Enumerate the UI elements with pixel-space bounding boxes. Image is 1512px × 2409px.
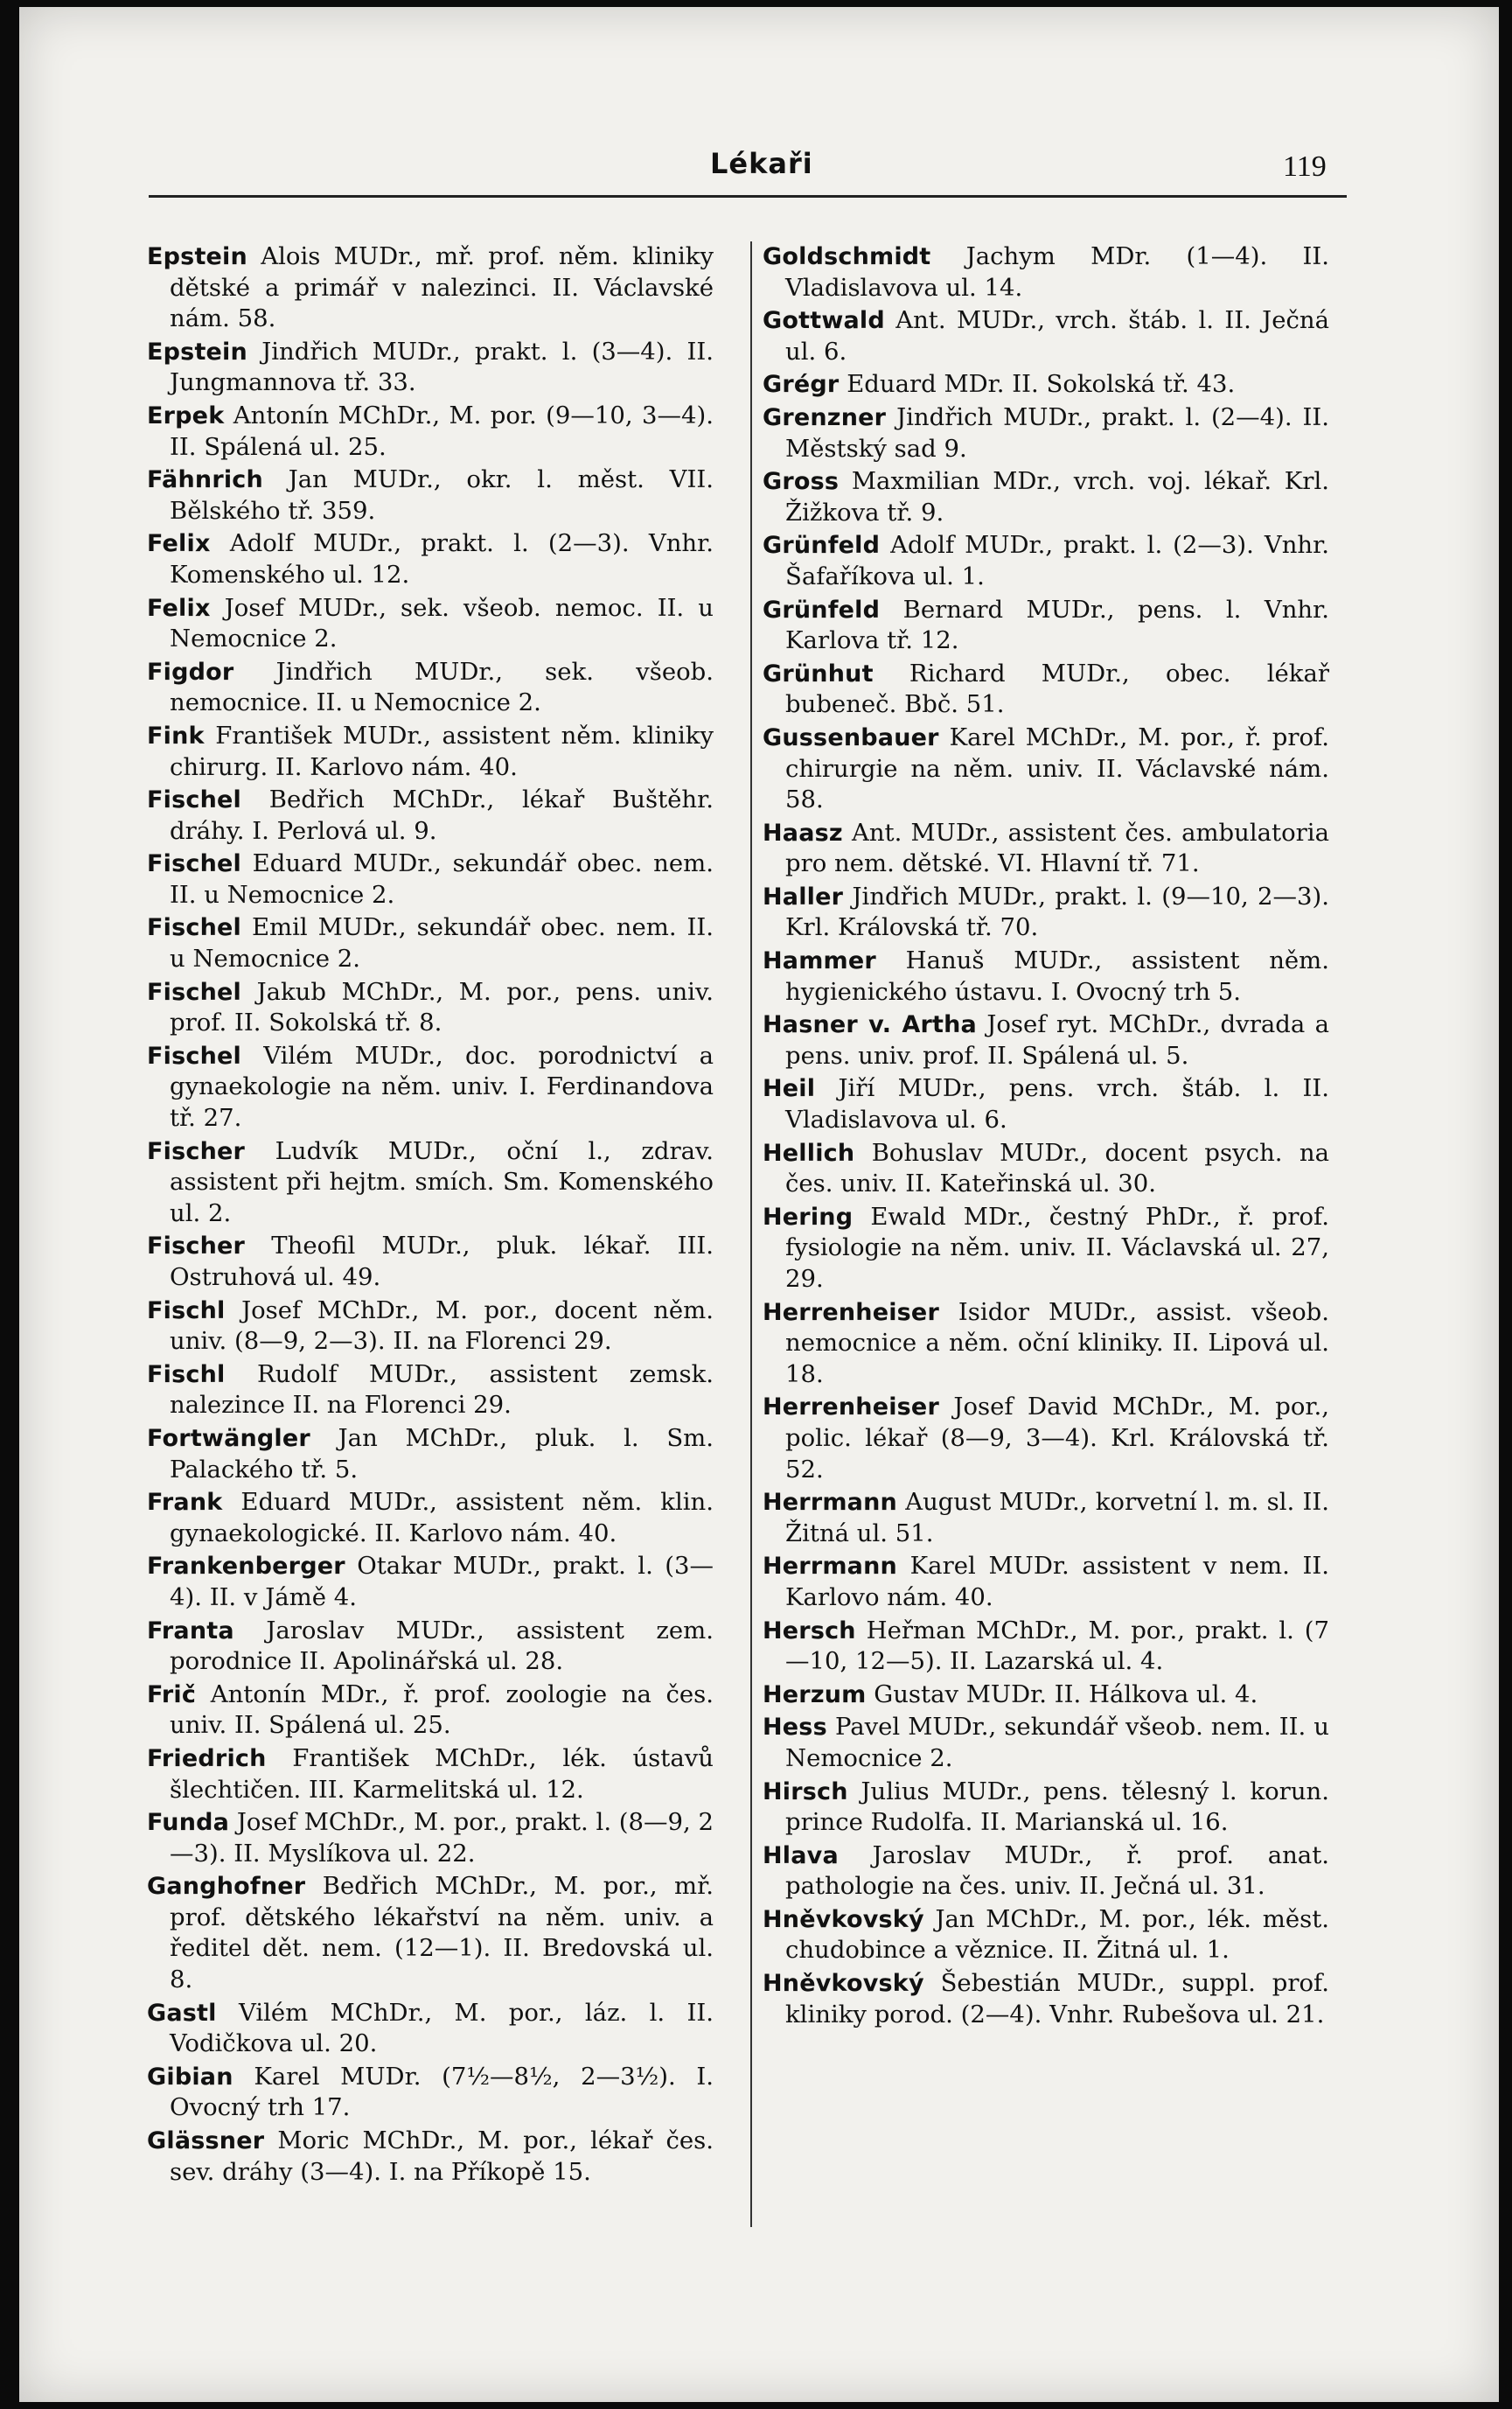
- directory-entry: [763, 1202, 1329, 1295]
- right-column: [763, 241, 1329, 2032]
- directory-entry: [147, 721, 714, 783]
- entry-details: Bedřich MChDr., M. por., mř. prof. dětského lékařství na něm. univ. a ředitel dět. nem. (12—1). II. Bredovská ul. 8.: [170, 1872, 714, 1994]
- entry-details: Jan MChDr., M. por., lék. měst. chudobince a věznice. II. Žitná ul. 1.: [785, 1904, 1329, 1965]
- entry-surname: Figdor: [147, 658, 234, 686]
- entry-surname: Fink: [147, 722, 205, 750]
- directory-entry: [147, 1871, 714, 1995]
- entry-surname: Frankenberger: [147, 1553, 345, 1581]
- entry-surname: Herzum: [763, 1680, 867, 1708]
- entry-details: Karel MChDr., M. por., ř. prof. chirurgie na něm. univ. II. Václavské nám. 58.: [785, 723, 1329, 814]
- directory-entry: [763, 241, 1329, 304]
- entry-surname: Fähnrich: [147, 466, 263, 494]
- directory-entry: [147, 912, 714, 974]
- entry-surname: Hirsch: [763, 1777, 848, 1805]
- entry-details: Karel MUDr. assistent v nem. II. Karlovo nám. 40.: [785, 1552, 1329, 1611]
- column-divider: [750, 241, 752, 2227]
- entry-surname: Heil: [763, 1075, 816, 1103]
- entry-surname: Felix: [147, 594, 211, 622]
- entry-surname: Grünhut: [763, 660, 874, 688]
- entry-details: Otakar MUDr., prakt. l. (3—4). II. v Jámě 4.: [170, 1552, 714, 1611]
- directory-entry: [147, 1551, 714, 1613]
- entry-surname: Hess: [763, 1714, 827, 1742]
- directory-entry: [763, 1968, 1329, 2030]
- directory-entry: [763, 659, 1329, 721]
- entry-details: Jindřich MUDr., sek. všeob. nemocnice. II. u Nemocnice 2.: [170, 657, 714, 717]
- directory-entry: [763, 1138, 1329, 1200]
- directory-entry: [147, 1423, 714, 1485]
- entry-details: Jaroslav MUDr., ř. prof. anat. pathologie na čes. univ. II. Ječná ul. 31.: [785, 1840, 1329, 1901]
- entry-details: František MUDr., assistent něm. kliniky chirurg. II. Karlovo nám. 40.: [170, 721, 714, 781]
- entry-details: Rudolf MUDr., assistent zemsk. nalezince II. na Florenci 29.: [170, 1359, 714, 1420]
- entry-details: Eduard MUDr., sekundář obec. nem. II. u Nemocnice 2.: [170, 849, 714, 909]
- entry-surname: Fischl: [147, 1296, 226, 1324]
- entry-details: Richard MUDr., obec. lékař bubeneč. Bbč. 51.: [785, 659, 1329, 719]
- entry-surname: Fischer: [147, 1137, 246, 1165]
- entry-details: František MChDr., lék. ústavů šlechtičen. III. Karmelitská ul. 12.: [170, 1743, 714, 1804]
- entry-surname: Grenzner: [763, 403, 887, 431]
- entry-details: Bernard MUDr., pens. l. Vnhr. Karlova tř. 12.: [785, 595, 1329, 655]
- directory-entry: [763, 946, 1329, 1008]
- entry-surname: Hlava: [763, 1841, 839, 1869]
- entry-details: Josef MChDr., M. por., prakt. l. (8—9, 2—3). II. Myslíkova ul. 22.: [170, 1808, 714, 1868]
- entry-surname: Fortwängler: [147, 1424, 310, 1452]
- entry-surname: Gross: [763, 468, 840, 496]
- entry-details: Jachym MDr. (1—4). II. Vladislavova ul. 14.: [785, 242, 1329, 302]
- entry-details: Isidor MUDr., assist. všeob. nemocnice a něm. oční kliniky. II. Lipová ul. 18.: [785, 1297, 1329, 1388]
- directory-entry: [147, 401, 714, 463]
- entry-surname: Fischel: [147, 914, 241, 942]
- entry-surname: Fischel: [147, 786, 241, 814]
- directory-entry: [763, 466, 1329, 528]
- directory-entry: [147, 2126, 714, 2188]
- entry-surname: Frank: [147, 1489, 223, 1517]
- entry-surname: Ganghofner: [147, 1873, 306, 1901]
- directory-entry: [147, 337, 714, 399]
- entry-surname: Fischel: [147, 850, 241, 878]
- entry-details: Karel MUDr. (7½—8½, 2—3½). I. Ovocný trh 17.: [170, 2062, 714, 2122]
- directory-entry: [763, 305, 1329, 367]
- directory-entry: [763, 1904, 1329, 1966]
- entry-surname: Fischel: [147, 1042, 241, 1070]
- entry-details: Eduard MUDr., assistent něm. klin. gynaekologické. II. Karlovo nám. 40.: [170, 1488, 714, 1547]
- entry-surname: Hasner v. Artha: [763, 1011, 977, 1039]
- directory-entry: [147, 1041, 714, 1135]
- entry-details: Jindřich MUDr., prakt. l. (2—4). II. Městský sad 9.: [785, 402, 1329, 463]
- entry-details: Ant. MUDr., assistent čes. ambulatoria pro nem. dětské. VI. Hlavní tř. 71.: [785, 818, 1329, 878]
- entry-surname: Gottwald: [763, 307, 885, 335]
- directory-entry: [763, 1487, 1329, 1549]
- directory-entry: [147, 1807, 714, 1869]
- entry-surname: Fischl: [147, 1360, 226, 1388]
- entry-surname: Grünfeld: [763, 532, 881, 560]
- entry-surname: Erpek: [147, 402, 225, 429]
- entry-surname: Herrmann: [763, 1489, 897, 1517]
- directory-entry: [763, 1679, 1329, 1711]
- entry-surname: Herrenheiser: [763, 1298, 939, 1326]
- entry-surname: Haasz: [763, 819, 843, 847]
- entry-surname: Gastl: [147, 1999, 217, 2027]
- directory-entry: [147, 1136, 714, 1230]
- entry-surname: Hering: [763, 1203, 854, 1231]
- entry-details: Theofil MUDr., pluk. lékař. III. Ostruhová ul. 49.: [170, 1232, 714, 1291]
- directory-entry: [763, 1009, 1329, 1072]
- directory-entry: [763, 530, 1329, 592]
- entry-surname: Goldschmidt: [763, 243, 931, 270]
- entry-details: Jaroslav MUDr., assistent zem. porodnice II. Apolinářská ul. 28.: [170, 1616, 714, 1676]
- entry-surname: Hněvkovský: [763, 1970, 924, 1998]
- entry-details: Jan MChDr., pluk. l. Sm. Palackého tř. 5.: [170, 1423, 714, 1484]
- directory-entry: [763, 1616, 1329, 1678]
- entry-details: Josef ryt. MChDr., dvrada a pens. univ. prof. II. Spálená ul. 5.: [785, 1010, 1329, 1070]
- entry-surname: Hersch: [763, 1616, 856, 1644]
- entry-surname: Gussenbauer: [763, 723, 939, 751]
- header-rule: [149, 195, 1347, 198]
- entry-surname: Glässner: [147, 2127, 265, 2155]
- entry-details: Alois MUDr., mř. prof. něm. kliniky dětské a primář v nalezinci. II. Václavské nám. 58.: [170, 242, 714, 333]
- entry-surname: Frič: [147, 1680, 197, 1708]
- directory-entry: [147, 1743, 714, 1805]
- page-number: 119: [1283, 150, 1327, 183]
- entry-surname: Felix: [147, 530, 211, 558]
- entry-details: Moric MChDr., M. por., lékař čes. sev. dráhy (3—4). I. na Příkopě 15.: [170, 2126, 714, 2186]
- entry-details: Ludvík MUDr., oční l., zdrav. assistent při hejtm. smích. Sm. Komenského ul. 2.: [170, 1136, 714, 1227]
- entry-details: Josef MChDr., M. por., docent něm. univ. (8—9, 2—3). II. na Florenci 29.: [170, 1295, 714, 1356]
- entry-surname: Friedrich: [147, 1744, 267, 1772]
- entry-surname: Funda: [147, 1809, 230, 1837]
- directory-entry: [147, 241, 714, 335]
- directory-entry: [147, 464, 714, 527]
- entry-details: Heřman MChDr., M. por., prakt. l. (7—10, 12—5). II. Lazarská ul. 4.: [785, 1616, 1329, 1676]
- entry-surname: Hammer: [763, 947, 876, 975]
- directory-entry: [763, 1073, 1329, 1135]
- directory-entry: [147, 657, 714, 719]
- entry-details: Adolf MUDr., prakt. l. (2—3). Vnhr. Šafaříkova ul. 1.: [785, 531, 1329, 590]
- entry-details: Jindřich MUDr., prakt. l. (3—4). II. Jungmannova tř. 33.: [170, 337, 714, 397]
- directory-entry: [763, 595, 1329, 657]
- directory-entry: [147, 848, 714, 911]
- entry-details: Jan MUDr., okr. l. měst. VII. Bělského tř. 359.: [170, 465, 714, 525]
- entry-details: Bohuslav MUDr., docent psych. na čes. univ. II. Kateřinská ul. 30.: [785, 1138, 1329, 1198]
- entry-surname: Grégr: [763, 371, 840, 399]
- entry-details: Antonín MDr., ř. prof. zoologie na čes. univ. II. Spálená ul. 25.: [170, 1679, 714, 1740]
- entry-details: Josef David MChDr., M. por., polic. lékař (8—9, 3—4). Krl. Královská tř. 52.: [785, 1393, 1329, 1484]
- entry-surname: Franta: [147, 1616, 234, 1644]
- directory-entry: [147, 1998, 714, 2060]
- entry-surname: Epstein: [147, 243, 247, 270]
- entry-surname: Epstein: [147, 338, 247, 366]
- entry-surname: Hellich: [763, 1139, 855, 1167]
- entry-details: Antonín MChDr., M. por. (9—10, 3—4). II. Spálená ul. 25.: [170, 401, 714, 461]
- entry-surname: Fischel: [147, 978, 241, 1006]
- entry-surname: Herrenheiser: [763, 1393, 939, 1421]
- directory-entry: [147, 1616, 714, 1678]
- directory-entry: [763, 1712, 1329, 1774]
- entry-details: Gustav MUDr. II. Hálkova ul. 4.: [874, 1679, 1258, 1708]
- directory-entry: [763, 723, 1329, 816]
- directory-entry: [147, 593, 714, 655]
- entry-details: Jiří MUDr., pens. vrch. štáb. l. II. Vladislavova ul. 6.: [785, 1074, 1329, 1135]
- directory-entry: [147, 1359, 714, 1421]
- entry-surname: Grünfeld: [763, 596, 881, 624]
- directory-entry: [763, 1297, 1329, 1391]
- running-header-title: Lékaři: [710, 147, 813, 180]
- directory-entry: [147, 1295, 714, 1358]
- entry-details: Jindřich MUDr., prakt. l. (9—10, 2—3). Krl. Královská tř. 70.: [785, 882, 1329, 942]
- directory-entry: [763, 1392, 1329, 1485]
- scanned-page: [19, 7, 1499, 2402]
- entry-details: Vilém MUDr., doc. porodnictví a gynaekologie na něm. univ. I. Ferdinandova tř. 27.: [170, 1041, 714, 1133]
- entry-details: Jakub MChDr., M. por., pens. univ. prof. II. Sokolská tř. 8.: [170, 977, 714, 1037]
- entry-surname: Fischer: [147, 1232, 246, 1260]
- directory-entry: [147, 977, 714, 1039]
- directory-entry: [147, 785, 714, 847]
- entry-details: Eduard MDr. II. Sokolská tř. 43.: [847, 370, 1236, 399]
- directory-entry: [763, 818, 1329, 880]
- entry-surname: Haller: [763, 883, 844, 911]
- directory-entry: [147, 1679, 714, 1742]
- entry-details: Maxmilian MDr., vrch. voj. lékař. Krl. Žižkova tř. 9.: [785, 467, 1329, 527]
- entry-details: Bedřich MChDr., lékař Buštěhr. dráhy. I. Perlová ul. 9.: [170, 786, 714, 845]
- directory-entry: [147, 1231, 714, 1293]
- entry-details: Ant. MUDr., vrch. štáb. l. II. Ječná ul. 6.: [785, 306, 1329, 366]
- entry-details: Pavel MUDr., sekundář všeob. nem. II. u Nemocnice 2.: [785, 1713, 1329, 1772]
- entry-details: Šebestián MUDr., suppl. prof. kliniky porod. (2—4). Vnhr. Rubešova ul. 21.: [785, 1969, 1329, 2028]
- directory-entry: [147, 528, 714, 590]
- directory-entry: [147, 1487, 714, 1549]
- entry-details: Julius MUDr., pens. tělesný l. korun. prince Rudolfa. II. Marianská ul. 16.: [785, 1777, 1329, 1837]
- entry-surname: Hněvkovský: [763, 1905, 924, 1933]
- entry-surname: Gibian: [147, 2063, 233, 2091]
- directory-entry: [763, 1840, 1329, 1903]
- directory-entry: [763, 402, 1329, 464]
- left-column: [147, 241, 714, 2189]
- directory-entry: [763, 369, 1329, 401]
- entry-details: Hanuš MUDr., assistent něm. hygienického ústavu. I. Ovocný trh 5.: [785, 946, 1329, 1006]
- entry-details: Josef MUDr., sek. všeob. nemoc. II. u Nemocnice 2.: [170, 593, 714, 653]
- directory-entry: [147, 2062, 714, 2124]
- directory-entry: [763, 882, 1329, 944]
- entry-surname: Herrmann: [763, 1553, 897, 1581]
- directory-entry: [763, 1551, 1329, 1613]
- entry-details: Ewald MDr., čestný PhDr., ř. prof. fysiologie na něm. univ. II. Václavská ul. 27, 29.: [785, 1202, 1329, 1293]
- entry-details: August MUDr., korvetní l. m. sl. II. Žitná ul. 51.: [785, 1488, 1329, 1547]
- entry-details: Vilém MChDr., M. por., láz. l. II. Vodičkova ul. 20.: [170, 1998, 714, 2058]
- entry-details: Emil MUDr., sekundář obec. nem. II. u Nemocnice 2.: [170, 913, 714, 974]
- directory-entry: [763, 1777, 1329, 1839]
- entry-details: Adolf MUDr., prakt. l. (2—3). Vnhr. Komenského ul. 12.: [170, 529, 714, 589]
